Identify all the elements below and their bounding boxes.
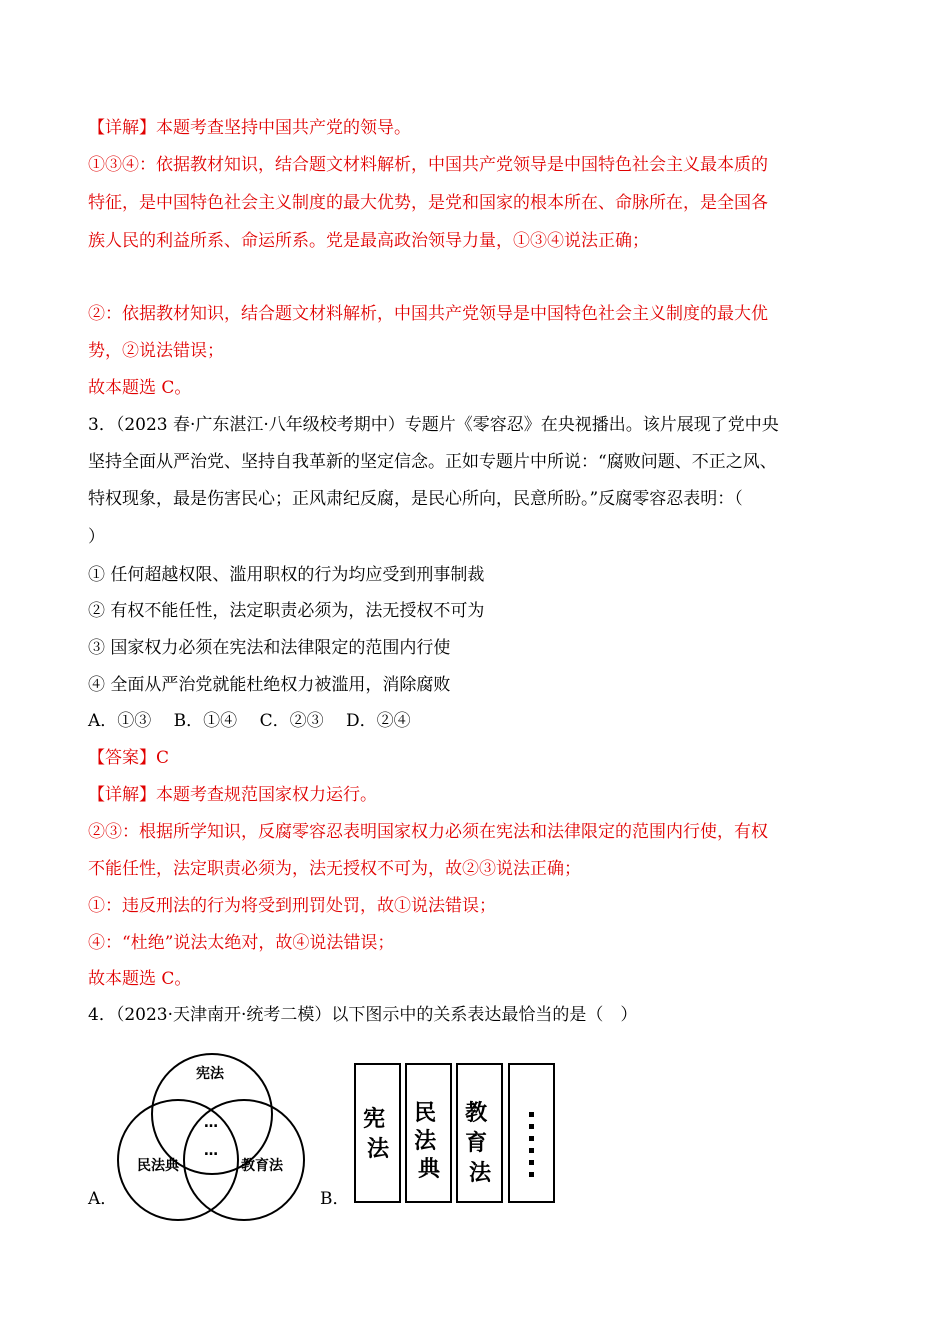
option-b-label: B． — [320, 1189, 350, 1209]
detail-line: 特征，是中国特色社会主义制度的最大优势，是党和国家的根本所在、命脉所在，是全国各 — [88, 193, 768, 213]
box-2-text — [414, 1101, 444, 1182]
box-2-char: 民 — [414, 1101, 437, 1126]
statement-option: ④ 全面从严治党就能杜绝权力被滥用，消除腐败 — [88, 675, 451, 695]
venn-label-left: 民法典 — [137, 1158, 179, 1174]
detail-line: 势，②说法错误； — [88, 341, 224, 361]
answer: 【答案】C — [88, 748, 170, 768]
box-2-char: 典 — [417, 1157, 441, 1182]
statement-option: ② 有权不能任性，法定职责必须为，法无授权不可为 — [88, 601, 485, 621]
question-stem: ） — [88, 527, 105, 547]
statement-option: ③ 国家权力必须在宪法和法律限定的范围内行使 — [88, 638, 451, 658]
question-stem: 坚持全面从严治党、坚持自我革新的坚定信念。正如专题片中所说：“腐败问题、不正之风、 — [88, 452, 777, 472]
venn-label-top: 宪法 — [196, 1066, 224, 1082]
box-3-text — [465, 1100, 495, 1186]
detail-line: 族人民的利益所系、命运所系。党是最高政治领导力量，①③④说法正确； — [88, 231, 649, 251]
conclusion: 故本题选 C。 — [88, 378, 192, 398]
question-stem: 4．（2023·天津南开·统考二模）以下图示中的关系表达最恰当的是（ ） — [88, 1005, 638, 1025]
detail-heading: 【详解】本题考查坚持中国共产党的领导。 — [88, 118, 411, 138]
box-3-char: 育 — [465, 1131, 488, 1156]
detail-line: ②：依据教材知识，结合题文材料解析，中国共产党领导是中国特色社会主义制度的最大优 — [88, 304, 768, 324]
detail-line: 不能任性，法定职责必须为，法无授权不可为，故②③说法正确； — [88, 859, 581, 879]
box-1-text — [363, 1106, 393, 1162]
box-1-char: 法 — [366, 1137, 390, 1162]
detail-heading: 【详解】本题考查规范国家权力运行。 — [88, 785, 377, 805]
option-a-label: A． — [88, 1189, 118, 1209]
detail-line: ①：违反刑法的行为将受到刑罚处罚，故①说法错误； — [88, 896, 496, 916]
statement-option: ① 任何超越权限、滥用职权的行为均应受到刑事制裁 — [88, 565, 485, 585]
box-3-char: 法 — [468, 1161, 492, 1186]
conclusion: 故本题选 C。 — [88, 969, 192, 989]
venn-center: … — [204, 1115, 218, 1131]
question-stem: 特权现象，最是伤害民心；正风肃纪反腐，是民心所向，民意所盼。”反腐零容忍表明：（ — [88, 489, 743, 509]
box-1 — [355, 1064, 400, 1202]
box-2-char: 法 — [414, 1129, 437, 1154]
box-1-char: 宪 — [363, 1107, 386, 1132]
detail-line: ④：“杜绝”说法太绝对，故④说法错误； — [88, 933, 395, 953]
question-stem: 3．（2023 春·广东湛江·八年级校考期中）专题片《零容忍》在央视播出。该片展现了党中央 — [88, 415, 779, 435]
box-3-char: 教 — [465, 1101, 488, 1126]
box-diagram — [355, 1064, 554, 1202]
venn-center: … — [204, 1143, 218, 1159]
answer-choices: A．①③ B．①④ C．②③ D．②④ — [88, 711, 411, 731]
detail-line: ①③④：依据教材知识，结合题文材料解析，中国共产党领导是中国特色社会主义最本质的 — [88, 155, 768, 175]
box-4-dots — [529, 1112, 534, 1177]
box-4 — [509, 1064, 554, 1202]
detail-line: ②③：根据所学知识，反腐零容忍表明国家权力必须在宪法和法律限定的范围内行使，有权 — [88, 822, 768, 842]
venn-label-right: 教育法 — [241, 1158, 283, 1174]
